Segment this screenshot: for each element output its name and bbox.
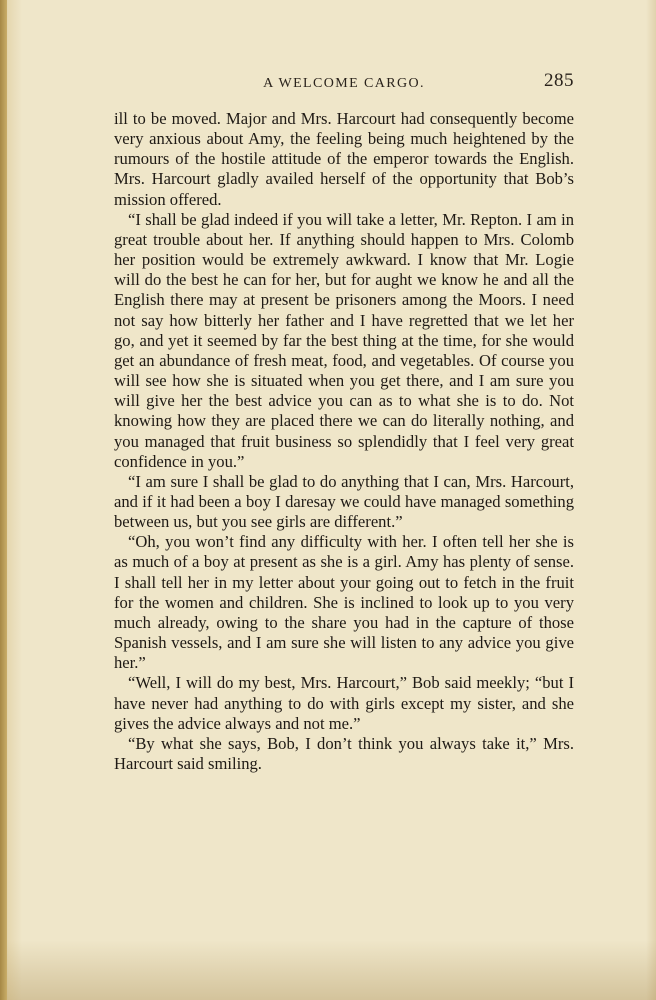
page-binding-edge [0, 0, 7, 1000]
page-number: 285 [544, 70, 574, 91]
paragraph: “By what she says, Bob, I don’t think you always take it,” Mrs. Harcourt said smiling. [114, 733, 574, 773]
running-title: A WELCOME CARGO. [263, 76, 425, 91]
paragraph: “I shall be glad indeed if you will take a letter, Mr. Repton. I am in great trouble about her. If anything should happen to Mrs. Colomb her position would be extremely awkward. I know that Mr. Logie will do the best he can for her, but for aught we know he and all the English there may at present be prisoners among the Moors. I need not say how bitterly her father and I have regretted that we let her go, and yet it seemed by far the best thing at the time, for she would get an abundance of fresh meat, food, and vegetables. Of course you will see how she is situated when you get there, and I am sure you will give her the best advice you can as to what she is to do. Not knowing how they are placed there we can do literally nothing, and you managed that fruit business so splendidly that I feel very great confidence in you.” [114, 209, 574, 471]
paragraph: “Well, I will do my best, Mrs. Harcourt,” Bob said meekly; “but I have never had anything to do with girls except my sister, and she gives the advice always and not me.” [114, 673, 574, 733]
paragraph: “I am sure I shall be glad to do anything that I can, Mrs. Harcourt, and if it had been a boy I daresay we could have managed something between us, but you see girls are different.” [114, 471, 574, 532]
running-head [114, 70, 574, 94]
paragraph: “Oh, you won’t find any difficulty with her. I often tell her she is as much of a boy at present as she is a girl. Amy has plenty of sense. I shall tell her in my letter about your going out to fetch in the fruit for the women and children. She is inclined to look up to you very much already, owing to the share you had in the capture of those Spanish vessels, and I am sure she will listen to any advice you give her.” [114, 532, 574, 673]
paragraph-continuation: ill to be moved. Major and Mrs. Harcourt had consequently become very anxious about Amy, the feeling being much heightened by the rumours of the hostile attitude of the emperor towards the English. Mrs. Harcourt gladly availed herself of the opportunity that Bob’s mission offered. [114, 109, 574, 209]
body-text [114, 109, 574, 774]
